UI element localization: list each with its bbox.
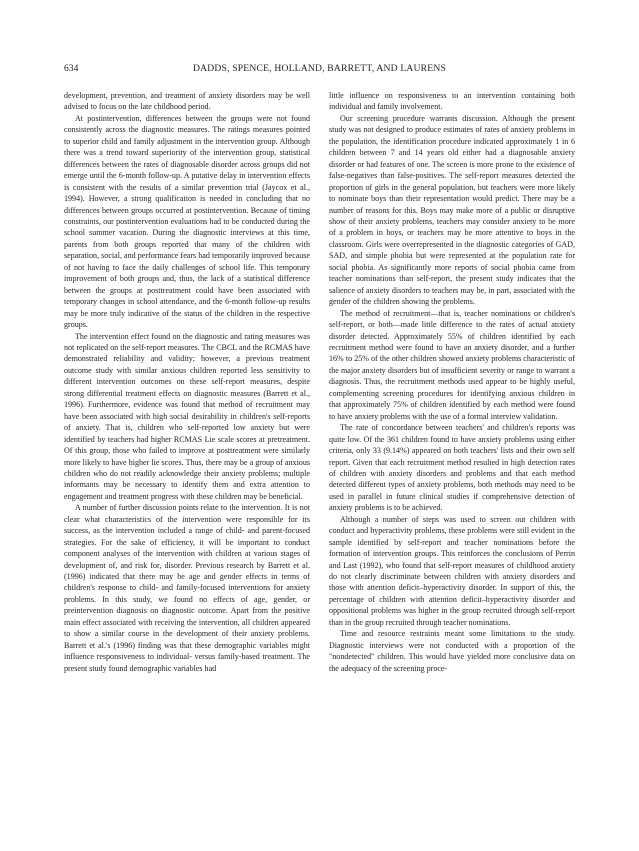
paragraph: At postintervention, differences between the groups were not found consistently across the diagnostic measures. The ratings measures pointed to superior child and family adjustment in the intervention group. Although there was a trend toward superiority of the intervention group, statistical differences between the rates of diagnosable disorder across groups did not emerge until the 6-month follow-up. A putative delay in intervention effects is consistent with the results of a similar prevention trial (Jaycox et al., 1994). However, a strong qualification is needed in concluding that no differences between groups occurred at postintervention. Because of timing constraints, our postintervention evaluations had to be conducted during the school summer vacation. During the diagnostic interviews at this time, parents from both groups reported that many of the children with separation, social, and performance fears had temporarily improved because of not having to face the daily challenges of school life. This temporary improvement of both groups and, thus, the lack of a statistical difference between the groups at posttreatment could have been associated with temporary changes in school attendance, and the 6-month follow-up results may be more truly indicative of the status of the children in the respective groups. [64,113,310,330]
paragraph: The rate of concordance between teachers' and children's reports was quite low. Of the 361 children found to have anxiety problems using either criteria, only 33 (9.14%) appeared on both teachers' lists and their own self report. Given that each recruitment method resulted in high detection rates of children with anxiety disorders and problems and that each method detected different types of anxiety problems, both methods may need to be used in parallel in future clinical studies if comprehensive detection of anxiety problems is to be achieved. [329,423,575,513]
right-column [329,90,575,828]
paragraph: Our screening procedure warrants discussion. Although the present study was not designed to produce estimates of rates of anxiety problems in the population, the identification procedure indicated approximately 1 in 6 children between 7 and 14 years old either had a diagnosable anxiety disorder or had features of one. The screen is more prone to the existence of false-negatives than false-positives. The self-report measures detected the proportion of girls in the general population, but teachers were more likely to nominate boys than their representation would predict. There may be a number of reasons for this. Boys may make more of a public or disruptive show of their anxiety problems, teachers may consider anxiety to be more of a problem in boys, or teachers may be more attentive to boys in the classroom. Girls were overrepresented in the diagnostic categories of GAD, SAD, and simple phobia but were represented at the population rate for social phobia. As significantly more reports of social phobia came from teacher nominations than self-report, the present study indicates that the salience of anxiety disorders to teachers may be, in part, associated with the gender of the children showing the problems. [329,113,575,307]
paragraph: A number of further discussion points relate to the intervention. It is not clear what characteristics of the intervention were responsible for its success, as the intervention included a range of child- and parent-focused strategies. For the sake of efficiency, it will be important to conduct component analyses of the intervention with children at various stages of development of, and risk for, disorder. Previous research by Barrett et al. (1996) indicated that there may be age and gender effects in terms of children's response to child- and family-focused interventions for anxiety problems. In this study, we found no effects of age, gender, or preintervention diagnosis on diagnostic outcome. Apart from the positive main effect associated with receiving the intervention, all children appeared to show a similar course in the development of their anxiety problems. Barrett et al.'s (1996) finding was that these demographic variables might influence responsiveness to individual- versus family-based treatment. The present study found demographic variables had [64,503,310,673]
page-number: 634 [64,63,79,74]
left-column [64,90,310,828]
paragraph: Although a number of steps was used to screen out children with conduct and hyperactivity problems, these problems were still evident in the sample identified by self-report and teacher nominations before the formation of intervention groups. This reinforces the conclusions of Perrin and Last (1992), who found that self-report measures of childhood anxiety do not clearly discriminate between children with anxiety disorders and those with attention deficit–hyperactivity disorder. In support of this, the percentage of children with attention deficit–hyperactivity disorder and oppositional problems was higher in the group recruited through self-report than in the group recruited through teacher nominations. [329,514,575,627]
paragraph: The method of recruitment—that is, teacher nominations or children's self-report, or both—made little difference to the rates of actual anxiety disorder detected. Approximately 55% of children identified by each recruitment method were found to have an anxiety disorder, and a further 16% to 25% of the other children showed anxiety problems characteristic of the major anxiety disorders but of insufficient severity or range to warrant a diagnosis. Thus, the recruitment methods used appear to be highly useful, complementing screening procedures for identifying anxious children in that approximately 75% of children identified by each method were found to have anxiety problems with the use of a formal interview validation. [329,308,575,421]
paragraph: development, prevention, and treatment of anxiety disorders may be well advised to focus on the late childhood period. [64,91,310,112]
paragraph: The intervention effect found on the diagnostic and rating measures was not replicated on the self-report measures. The CBCL and the RCMAS have demonstrated reliability and validity; however, a previous treatment outcome study with similar anxious children reported less sensitivity to different intervention outcomes on these self-report measures, despite strong differential treatment effects on diagnostic measures (Barrett et al., 1996). Furthermore, evidence was found that method of recruitment may have been associated with high social desirability in children's self-reports of anxiety. That is, children who self-reported low anxiety but were identified by teachers had higher RCMAS Lie scale scores at pretreatment. Of this group, those who failed to improve at posttreatment were similarly more likely to have higher lie scores. Thus, there may be a group of anxious children who do not readily acknowledge their anxiety problems; multiple informants may be necessary to identify them and extra attention to engagement and treatment progress with these children may be beneficial. [64,331,310,501]
paragraph: little influence on responsiveness to an intervention containing both individual and family involvement. [329,91,575,112]
running-title: DADDS, SPENCE, HOLLAND, BARRETT, AND LAURENS [192,63,446,74]
running-head [64,62,575,76]
paragraph: Time and resource restraints meant some limitations to the study. Diagnostic interviews were not conducted with a proportion of the "nondetected" children. This would have yielded more conclusive data on the adequacy of the screening proce- [329,629,575,673]
